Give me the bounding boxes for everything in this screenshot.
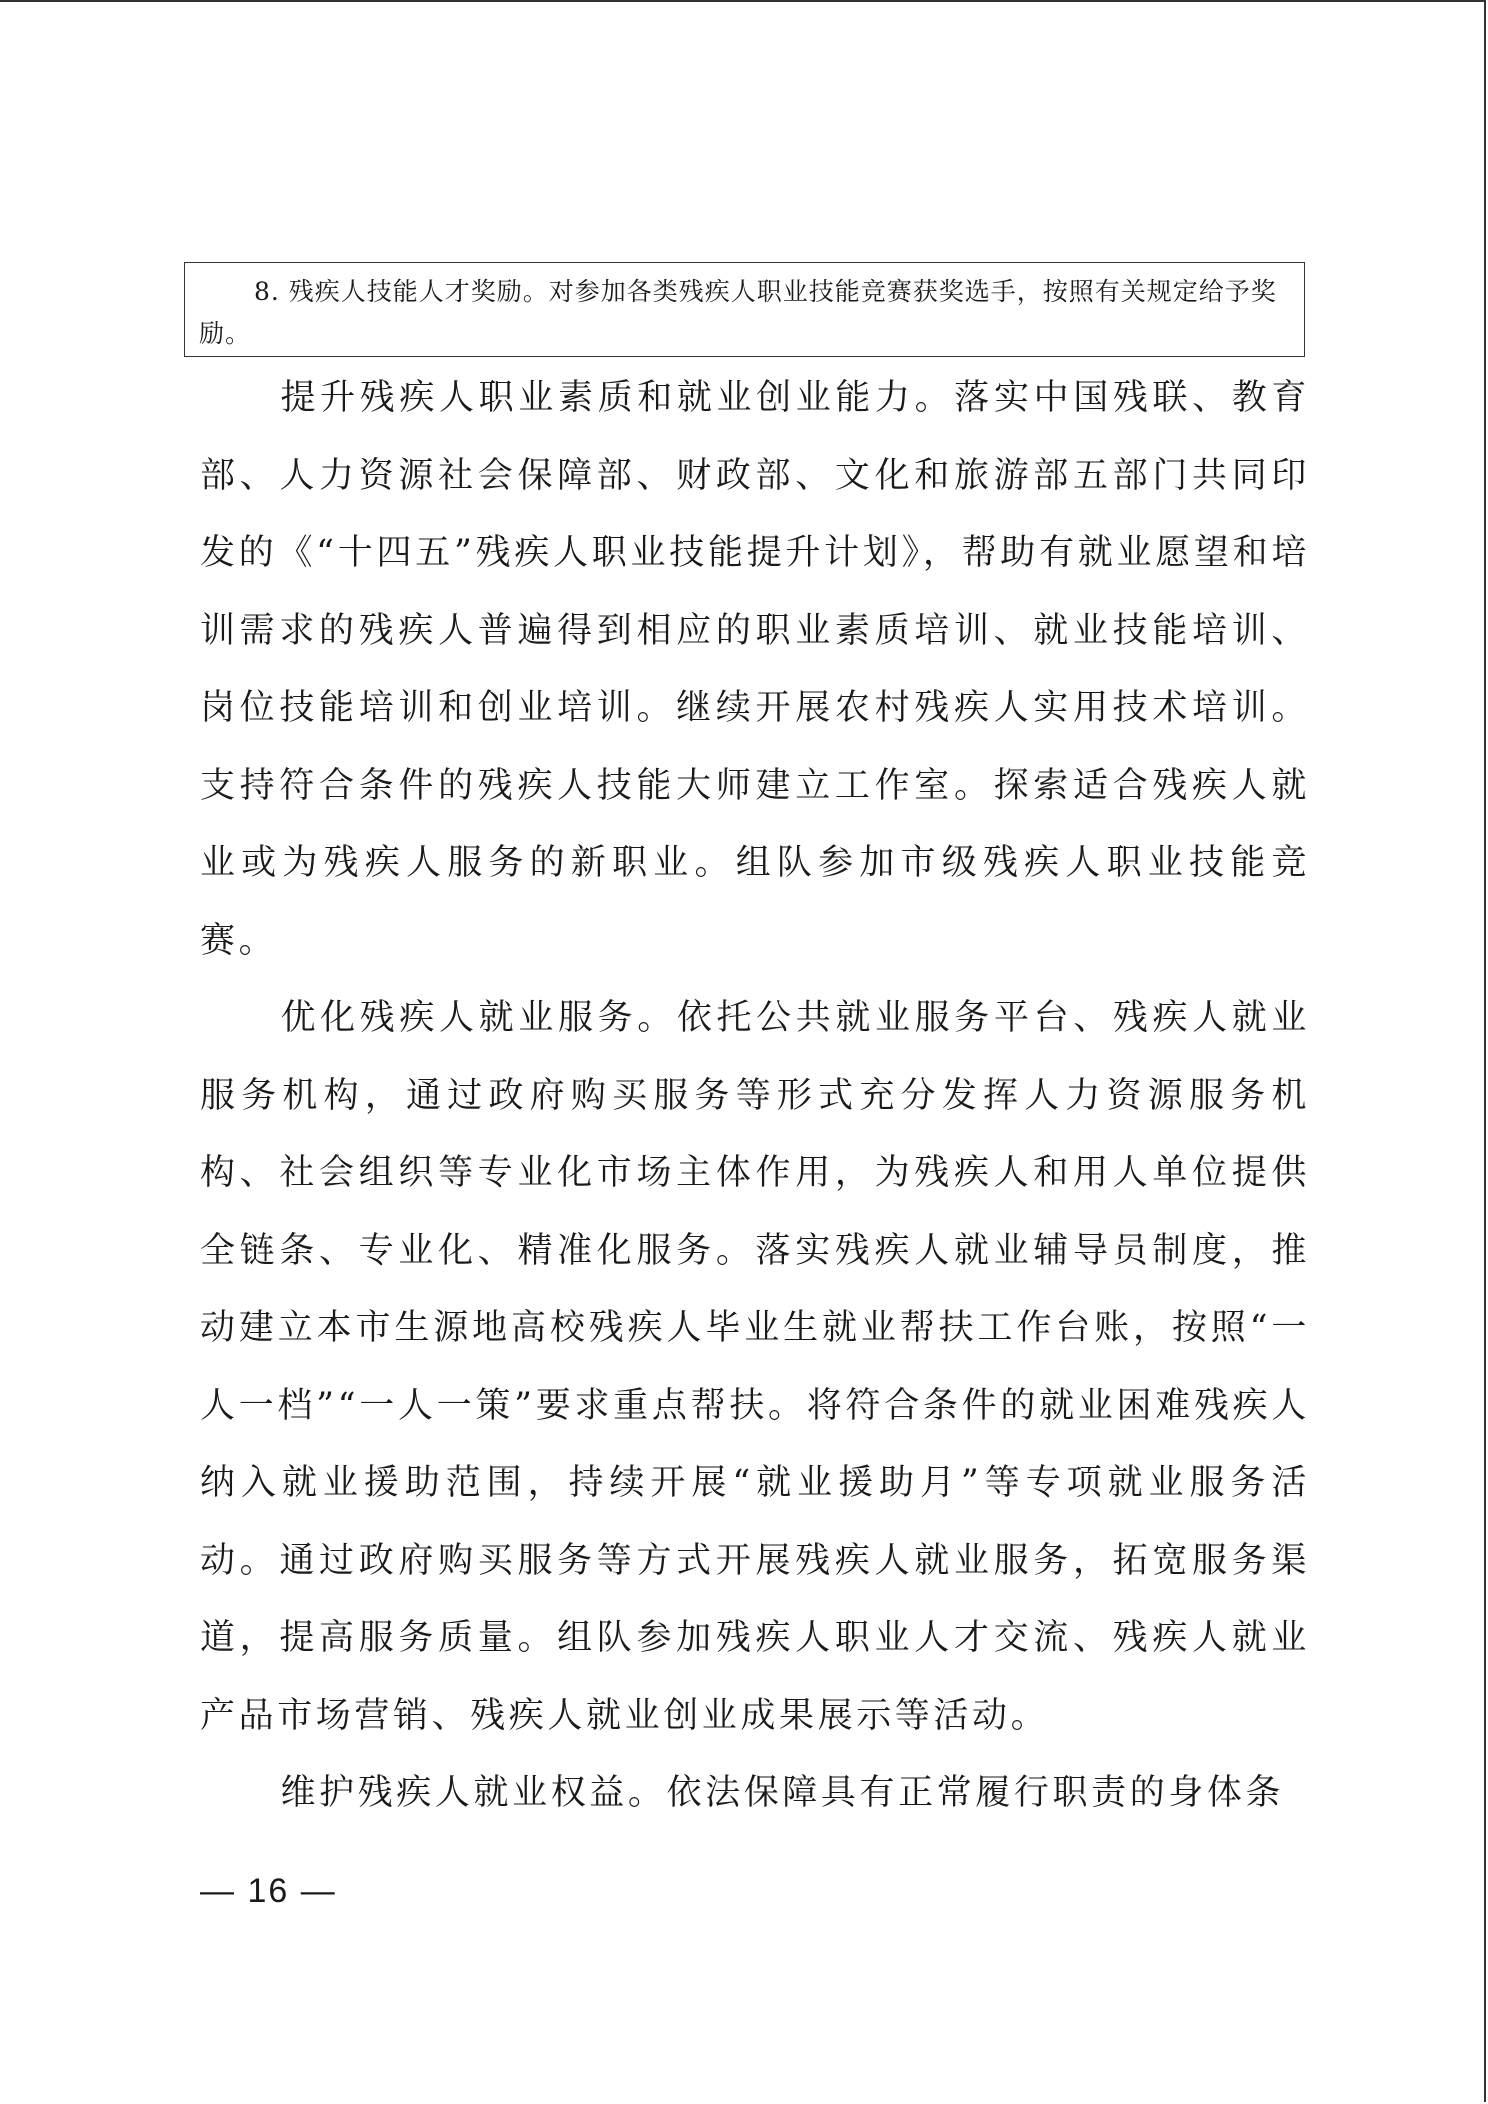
page-number: — 16 — (200, 1872, 337, 1910)
paragraph-rights: 维护残疾人就业权益。依法保障具有正常履行职责的身体条 (280, 1773, 1285, 1813)
note-box (184, 262, 1305, 357)
paragraph-services: 优化残疾人就业服务。依托公共就业服务平台、残疾人就业服务机构，通过政府购买服务等形式充分发挥人力资源服务机构、社会组织等专业化市场主体作用，为残疾人和用人单位提供全链条、专业化、精准化服务。落实残疾人就业辅导员制度，推动建立本市生源地高校残疾人毕业生就业帮扶工作台账，按照“一人一档”“一人一策”要求重点帮扶。将符合条件的就业困难残疾人纳入就业援助范围，持续开展“就业援助月”等专项就业服务活动。通过政府购买服务等方式开展残疾人就业服务，拓宽服务渠道，提高服务质量。组队参加残疾人职业人才交流、残疾人就业产品市场营销、残疾人就业创业成果展示等活动。 (200, 998, 1310, 1736)
paragraph-skills: 提升残疾人职业素质和就业创业能力。落实中国残联、教育部、人力资源社会保障部、财政部、文化和旅游部五部门共同印发的《“十四五”残疾人职业技能提升计划》，帮助有就业愿望和培训需求的残疾人普遍得到相应的职业素质培训、就业技能培训、岗位技能培训和创业培训。继续开展农村残疾人实用技术培训。支持符合条件的残疾人技能大师建立工作室。探索适合残疾人就业或为残疾人服务的新职业。组队参加市级残疾人职业技能竞赛。 (200, 378, 1310, 961)
note-text: 8. 残疾人技能人才奖励。对参加各类残疾人职业技能竞赛获奖选手，按照有关规定给予奖励。 (199, 277, 1277, 348)
body-text (200, 360, 1310, 1833)
